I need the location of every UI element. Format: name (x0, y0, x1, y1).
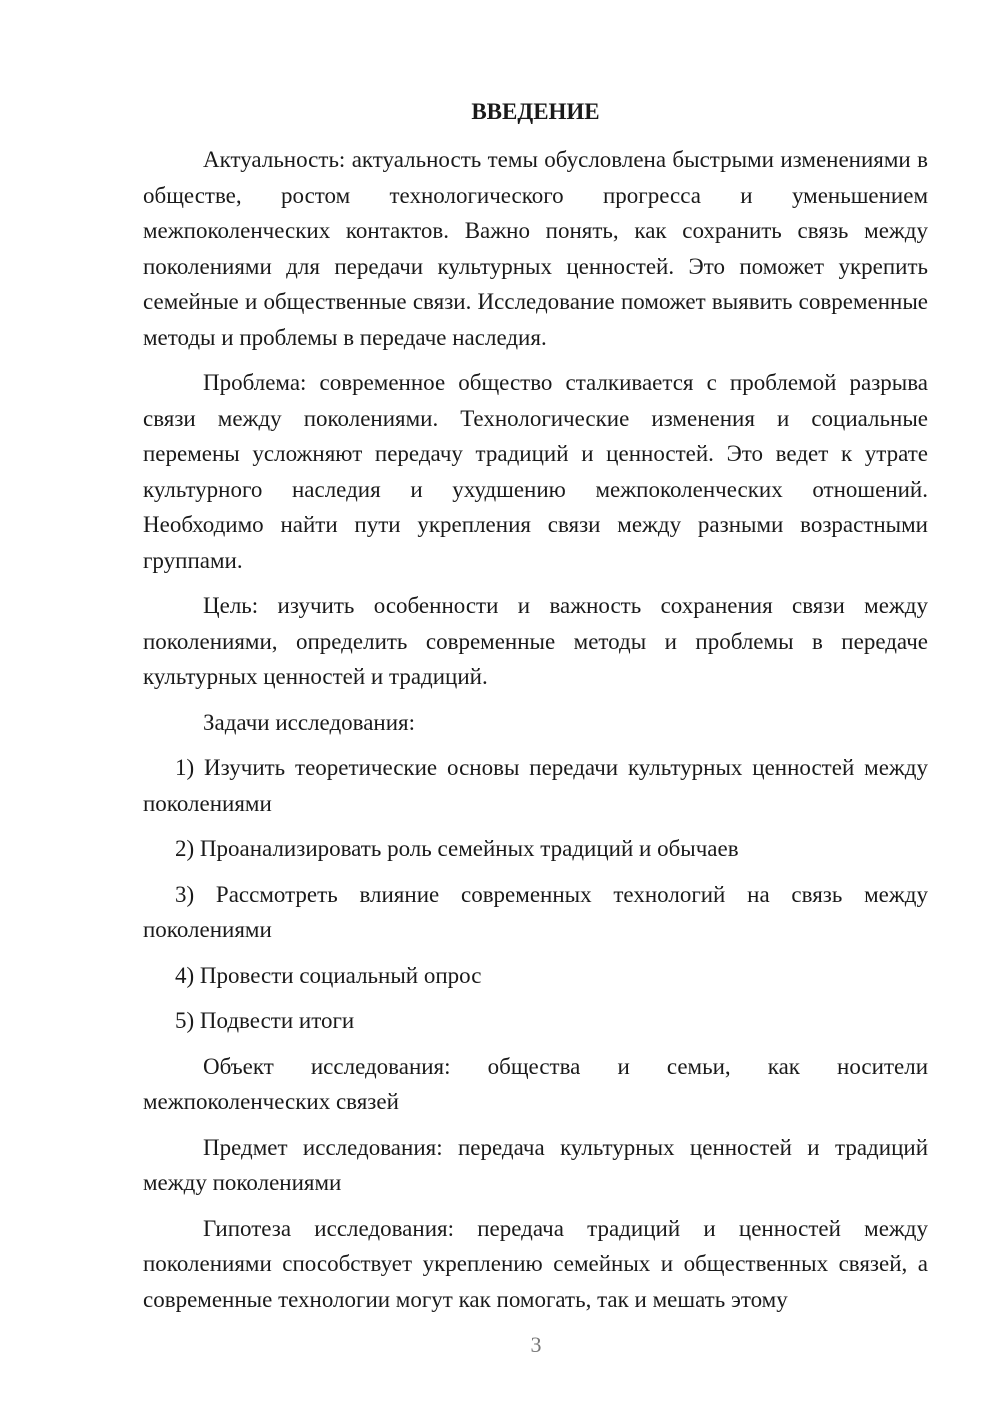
section-title: ВВЕДЕНИЕ (471, 99, 600, 124)
page-content (143, 92, 928, 1327)
relevance-paragraph: Актуальность: актуальность темы обусловлена быстрыми изменениями в обществе, ростом технологического прогресса и уменьшением межпоколенческих контактов. Важно понять, как сохранить связь между поколениями для передачи культурных ценностей. Это поможет укрепить семейные и общественные связи. Исследование поможет выявить современные методы и проблемы в передаче наследия. (143, 147, 928, 350)
tasks-heading: Задачи исследования: (203, 709, 416, 735)
task-item: 4) Провести социальный опрос (175, 962, 482, 988)
task-item: 1) Изучить теоретические основы передачи культурных ценностей между поколениями (143, 755, 928, 816)
task-item: 2) Проанализировать роль семейных традиций и обычаев (175, 836, 739, 861)
problem-paragraph: Проблема: современное общество сталкивается с проблемой разрыва связи между поколениями. Технологические изменения и социальные перемены усложняют передачу традиций и ценностей. Это ведет к утрате культурного наследия и ухудшению межпоколенческих отношений. Необходимо найти пути укрепления связи между разными возрастными группами. (143, 370, 928, 573)
task-item: 3) Рассмотреть влияние современных технологий на связь между поколениями (143, 881, 928, 942)
page-number: 3 (530, 1332, 542, 1357)
hypothesis-paragraph: Гипотеза исследования: передача традиций и ценностей между поколениями способствует укреплению семейных и общественных связей, а современные технологии могут как помогать, так и мешать этому (143, 1215, 928, 1312)
goal-paragraph: Цель: изучить особенности и важность сохранения связи между поколениями, определить современные методы и проблемы в передаче культурных ценностей и традиций. (143, 593, 928, 689)
object-paragraph: Объект исследования: общества и семьи, как носители межпоколенческих связей (143, 1053, 928, 1114)
task-item: 5) Подвести итоги (175, 1008, 355, 1033)
subject-paragraph: Предмет исследования: передача культурных ценностей и традиций между поколениями (143, 1134, 928, 1195)
